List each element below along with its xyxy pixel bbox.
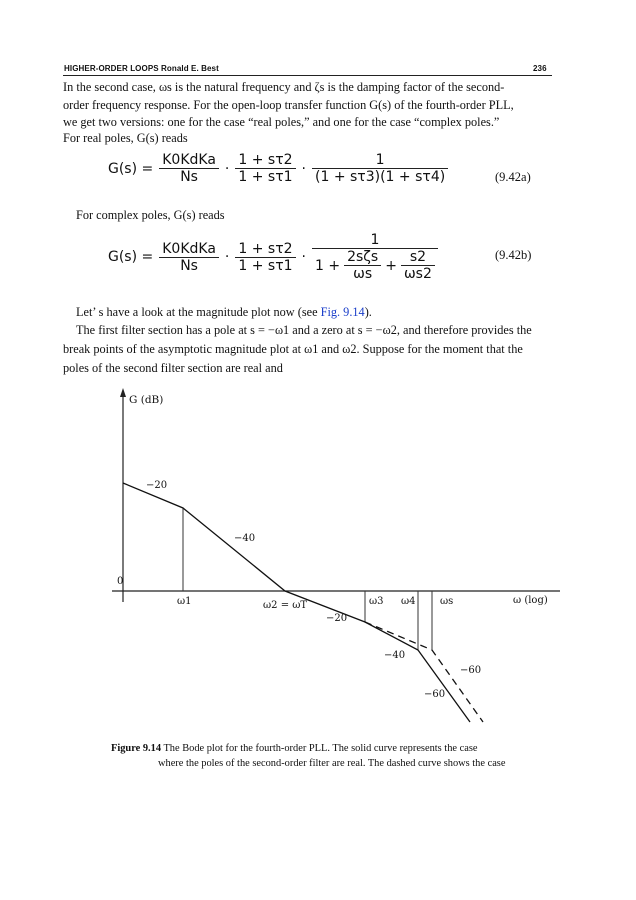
fraction-denominator: Ns xyxy=(180,169,198,185)
slope-label: −60 xyxy=(460,665,482,676)
fraction-denominator: ωs xyxy=(353,266,373,282)
slope-label: −60 xyxy=(424,689,446,700)
paragraph-line: we get two versions: one for the case “real poles,” and one for the case “complex poles.” xyxy=(63,115,500,129)
slope-label: −40 xyxy=(384,650,406,661)
freq-label-w1: ω1 xyxy=(177,596,192,607)
fraction-numerator: K0KdKa xyxy=(162,152,216,168)
fraction-denominator: 1 + sτ1 xyxy=(238,169,293,185)
text-run: ). xyxy=(364,305,372,319)
fraction-denominator: 1 + sτ1 xyxy=(238,257,293,274)
fraction-numerator: 1 + sτ2 xyxy=(238,152,293,168)
y-axis-arrow xyxy=(120,388,126,397)
slope-label: −20 xyxy=(326,613,348,624)
dot-operator: · xyxy=(224,160,230,177)
caption-line xyxy=(111,741,571,756)
freq-label-w4: ω4 xyxy=(401,596,416,607)
paragraph-line: In the second case, ωs is the natural frequency and ζs is the damping factor of the second- xyxy=(63,80,505,94)
text-run: Let’ s have a look at the magnitude plot now (see xyxy=(76,305,321,319)
fraction-denominator: Ns xyxy=(180,257,198,274)
x-axis-label: ω (log) xyxy=(513,595,548,606)
fraction-denominator: ωs2 xyxy=(403,266,432,282)
fraction-numerator: 1 xyxy=(375,152,385,168)
fraction-numerator: 1 xyxy=(370,232,380,248)
equation-lhs: G(s) = xyxy=(108,160,154,177)
fraction-numerator: 1 + sτ2 xyxy=(238,240,293,257)
freq-label-w2: ω2 = ωT xyxy=(263,600,308,611)
equation-number: (9.42b) xyxy=(495,248,532,262)
dot-operator: · xyxy=(301,160,306,177)
fraction-numerator: 2sζs xyxy=(347,249,379,265)
slope-label: −40 xyxy=(234,533,256,544)
dot-operator: · xyxy=(224,249,230,265)
slope-label: −20 xyxy=(146,480,168,491)
fraction-numerator: K0KdKa xyxy=(162,240,216,257)
fraction-numerator: s2 xyxy=(409,249,427,265)
equation-number: (9.42a) xyxy=(495,170,531,184)
paragraph-line: break points of the asymptotic magnitude plot at ω1 and ω2. Suppose for the moment that the xyxy=(63,342,523,356)
plus-operator: + xyxy=(385,257,397,274)
figure-link[interactable]: Fig. 9.14 xyxy=(320,305,365,319)
freq-label-ws: ωs xyxy=(440,596,454,607)
paragraph-line: The first filter section has a pole at s = −ω1 and a zero at s = −ω2, and therefore provides the xyxy=(76,323,532,337)
paragraph-line: poles of the second filter section are real and xyxy=(63,361,283,375)
caption-label: Figure 9.14 xyxy=(111,743,162,754)
freq-label-w3: ω3 xyxy=(369,596,384,607)
figure-caption xyxy=(111,741,571,771)
equation-lhs: G(s) = xyxy=(108,249,154,265)
caption-line: where the poles of the second-order filter are real. The dashed curve shows the case xyxy=(158,758,506,769)
y-axis-label: G (dB) xyxy=(129,394,164,406)
running-header: HIGHER-ORDER LOOPS Ronald E. Best xyxy=(64,64,219,73)
page-number: 236 xyxy=(533,64,547,73)
caption-text: The Bode plot for the fourth-order PLL. The solid curve represents the case xyxy=(163,743,478,754)
zero-label: 0 xyxy=(117,576,124,587)
paragraph-complex: For complex poles, G(s) reads xyxy=(76,208,225,222)
fraction-denominator: (1 + sτ3)(1 + sτ4) xyxy=(315,169,446,185)
den-term: 1 + xyxy=(315,257,341,274)
paragraph-line: For real poles, G(s) reads xyxy=(63,131,188,145)
dot-operator: · xyxy=(301,249,306,265)
paragraph-line: order frequency response. For the open-loop transfer function G(s) of the fourth-order PLL, xyxy=(63,98,514,112)
